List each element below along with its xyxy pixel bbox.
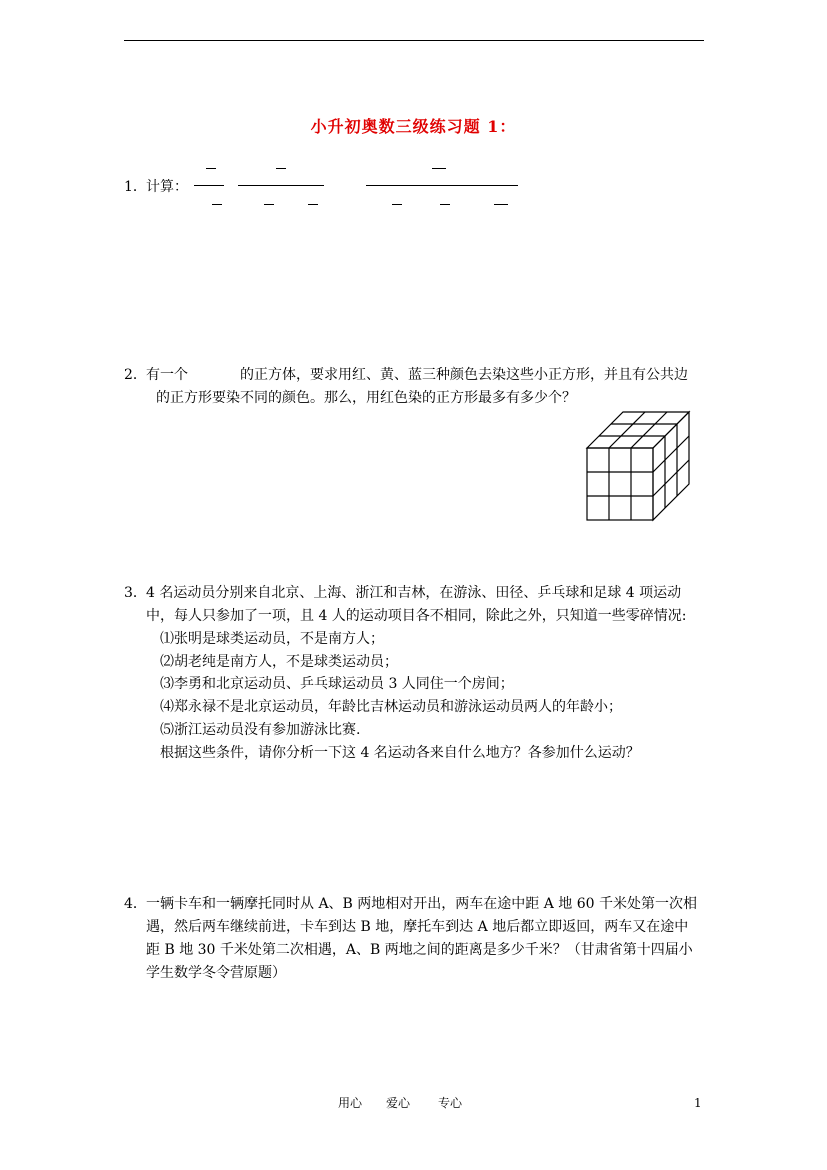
question-1-number: 1． [124, 179, 147, 195]
footer-item: 专心 [438, 1096, 463, 1110]
page-number: 1 [694, 1096, 702, 1110]
question-3-number: 3． [124, 585, 147, 601]
header-rule [124, 40, 704, 41]
formula-mark [308, 204, 318, 205]
fraction-bar [194, 185, 224, 186]
question-3-line1: 4 名运动员分别来自北京、上海、浙江和吉林，在游泳、田径、乒乓球和足球 4 项运动 [146, 585, 682, 601]
footer-item: 用心 [338, 1096, 363, 1110]
formula-mark [206, 168, 216, 169]
question-1-text: 计算： [146, 179, 188, 195]
question-2-line1a: 有一个 [146, 367, 188, 383]
question-3-condition: ⑴张明是球类运动员，不是南方人； [160, 631, 384, 647]
formula-mark [494, 204, 508, 205]
question-3-condition: ⑶李勇和北京运动员、乒乓球运动员 3 人同住一个房间； [160, 676, 514, 692]
question-3-line2: 中，每人只参加了一项，且 4 人的运动项目各不相同，除此之外，只知道一些零碎情况: [146, 608, 687, 624]
footer-item: 爱心 [386, 1096, 411, 1110]
question-3-condition: ⑸浙江运动员没有参加游泳比赛. [160, 722, 361, 738]
question-2-line2: 的正方形要染不同的颜色。那么，用红色染的正方形最多有多少个？ [156, 390, 576, 406]
page-title: 小升初奥数三级练习题 1： [310, 117, 517, 136]
question-3-condition: ⑷郑永禄不是北京运动员，年龄比吉林运动员和游泳运动员两人的年龄小； [160, 699, 622, 715]
fraction-bar [366, 185, 518, 186]
formula-mark [276, 168, 286, 169]
formula-mark [392, 204, 402, 205]
formula-mark [432, 168, 446, 169]
cube-figure [585, 408, 693, 524]
question-4-line2: 遇，然后两车继续前进，卡车到达 B 地，摩托车到达 A 地后都立即返回，两车又在途中 [146, 919, 689, 935]
question-2-line1b: 的正方体，要求用红、黄、蓝三种颜色去染这些小正方形，并且有公共边 [240, 367, 688, 383]
fraction-bar [238, 185, 324, 186]
question-4-line1: 一辆卡车和一辆摩托同时从 A、B 两地相对开出，两车在途中距 A 地 60 千米处第一次相 [146, 896, 698, 912]
question-2-number: 2． [124, 367, 147, 383]
question-4-line3: 距 B 地 30 千米处第二次相遇，A、B 两地之间的距离是多少千米？（甘肃省第十四届小 [146, 942, 693, 958]
question-3-condition: ⑵胡老纯是南方人，不是球类运动员； [160, 654, 398, 670]
question-4-line4: 学生数学冬令营原题） [146, 965, 286, 981]
formula-mark [440, 204, 450, 205]
formula-mark [264, 204, 274, 205]
question-4-number: 4． [124, 896, 147, 912]
formula-mark [212, 204, 222, 205]
question-3-question: 根据这些条件，请你分析一下这 4 名运动各来自什么地方？各参加什么运动？ [160, 745, 640, 761]
